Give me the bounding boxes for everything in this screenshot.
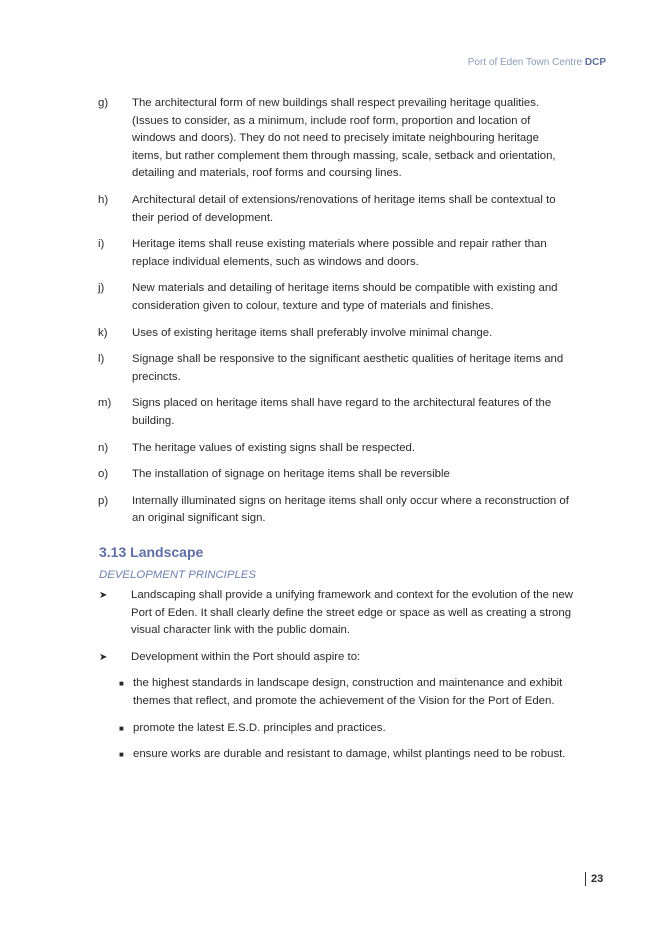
square-bullet-icon: ■ (119, 723, 124, 733)
item-text: Signs placed on heritage items shall have regard to the architectural features of the building. (132, 397, 552, 427)
heritage-list (98, 95, 572, 537)
item-label: g) (98, 97, 109, 109)
landscape-section (99, 544, 573, 773)
item-text: The heritage values of existing signs shall be respected. (132, 441, 416, 454)
list-item (98, 280, 572, 315)
section-subtitle: DEVELOPMENT PRINCIPLES (99, 569, 256, 581)
arrow-bullet-icon: ➤ (99, 651, 108, 663)
sub-bullet-text: the highest standards in landscape design, construction and maintenance and exhibit themes that reflect, and promote the achievement of the Vision for the Port of Eden. (133, 677, 563, 707)
list-item (98, 192, 572, 227)
item-label: j) (98, 282, 105, 295)
page-number: 23 (585, 872, 603, 886)
list-item (98, 493, 572, 528)
list-item (98, 95, 572, 183)
page-header (468, 57, 606, 68)
arrow-bullet-icon: ➤ (99, 590, 108, 601)
square-bullet-icon: ■ (119, 750, 124, 760)
header-title-bold: DCP (584, 57, 606, 68)
item-text: Uses of existing heritage items shall preferably involve minimal change. (132, 326, 493, 339)
item-text: The installation of signage on heritage items shall be reversible (132, 468, 450, 481)
header-title: Port of Eden Town Centre (467, 57, 583, 68)
item-text: New materials and detailing of heritage items should be compatible with existing and consideration given to colour, texture and type of materials and finishes. (132, 282, 558, 312)
list-item (98, 351, 572, 386)
item-label: o) (98, 468, 109, 481)
sub-bullet-item (119, 675, 573, 710)
bullet-item (99, 649, 573, 667)
sub-bullet-text: ensure works are durable and resistant to damage, whilst plantings need to be robust. (133, 748, 566, 761)
sub-bullet-item (119, 746, 573, 764)
list-item (98, 325, 572, 343)
item-label: l) (98, 353, 105, 366)
square-bullet-icon: ■ (119, 679, 124, 689)
item-text: Signage shall be responsive to the significant aesthetic qualities of heritage items and precincts. (132, 353, 564, 383)
item-label: n) (98, 441, 109, 454)
item-text: The architectural form of new buildings shall respect prevailing heritage qualities. (Issues to consider, as a minimum, include roof form, proportion and location of windows and doors). They do not need to precisely imitate neighbouring heritage items, but rather complement them through massing, scale, setback and orientation, detailing and materials, roof forms and coursing lines. (132, 97, 556, 180)
item-text: Architectural detail of extensions/renovations of heritage items shall be contextual to their period of development. (132, 193, 556, 224)
sub-bullet-text: promote the latest E.S.D. principles and practices. (133, 721, 386, 734)
item-label: k) (98, 326, 108, 339)
list-item (98, 395, 572, 430)
item-label: m) (98, 397, 112, 410)
list-item (98, 236, 572, 271)
list-item (98, 466, 572, 484)
item-label: p) (98, 494, 109, 507)
list-item (98, 440, 572, 458)
item-text: Internally illuminated signs on heritage items shall only occur where a reconstruction of an original significant sign. (132, 494, 569, 525)
section-title: 3.13 Landscape (99, 544, 204, 560)
item-text: Heritage items shall reuse existing materials where possible and repair rather than replace individual elements, such as windows and doors. (132, 238, 547, 268)
bullet-text: Landscaping shall provide a unifying framework and context for the evolution of the new Port of Eden. It shall clearly define the street edge or space as well as creating a strong visual character link with the public domain. (131, 589, 573, 637)
item-label: i) (98, 238, 105, 251)
item-label: h) (98, 193, 109, 206)
bullet-text: Development within the Port should aspire to: (131, 650, 361, 663)
bullet-item (99, 587, 573, 640)
sub-bullet-item (119, 720, 573, 738)
